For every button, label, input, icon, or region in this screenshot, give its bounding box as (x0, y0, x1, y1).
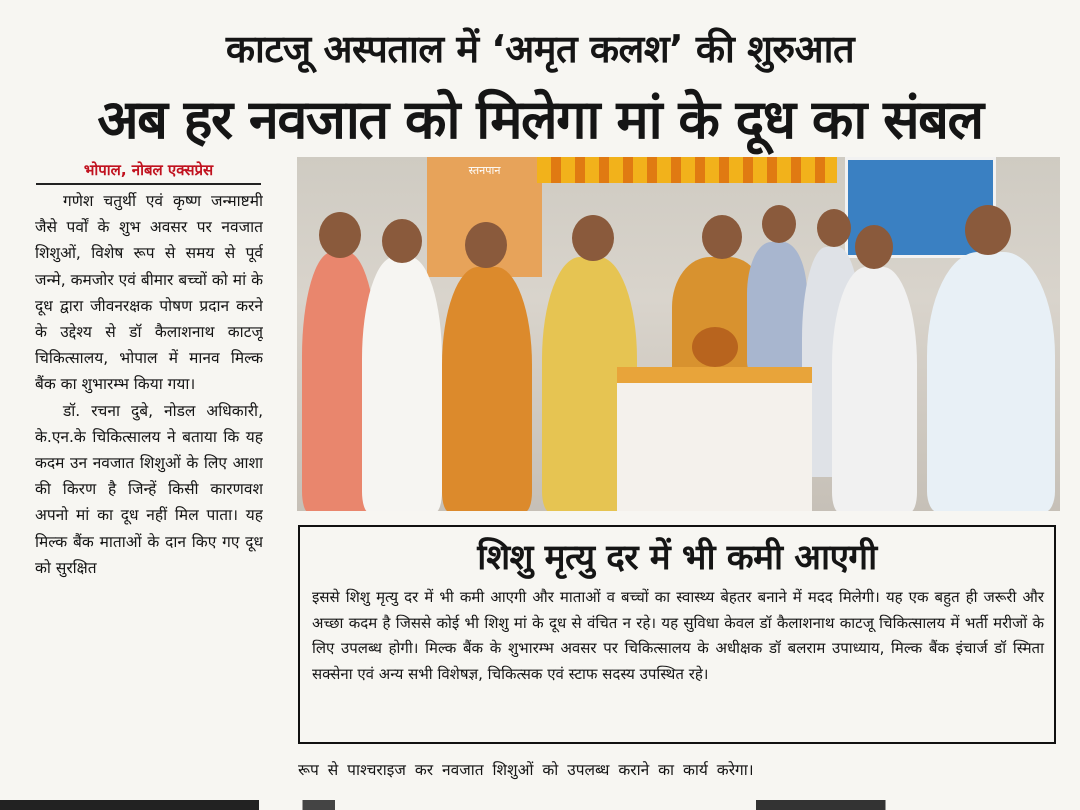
article-headline: अब हर नवजात को मिलेगा मां के दूध का संबल (97, 88, 983, 151)
person-head (382, 219, 422, 263)
ceremony-table (617, 367, 812, 511)
person-head (572, 215, 614, 261)
person-figure (832, 267, 917, 511)
box-text: इससे शिशु मृत्यु दर में भी कमी आएगी और माताओं व बच्चों का स्वास्थ्य बेहतर बनाने में मदद मिलेगी। यह एक बहुत ही जरूरी और अच्छा कदम है जिससे कोई भी शिशु मां के दूध से वंचित न रहे। यह सुविधा केवल डॉ कैलाशनाथ काटजू चिकित्सालय में भर्ती मरीजों के लिए उपलब्ध होगी। मिल्क बैंक के शुभारम्भ अवसर पर चिकित्सालय के अधीक्षक डॉ बलराम उपाध्याय, मिल्क बैंक इंचार्ज डॉ स्मिता सक्सेना एवं अन्य सभी विशेषज्ञ, चिकित्सक एवं स्टाफ सदस्य उपस्थित रहे। (312, 588, 1044, 683)
article-dateline: भोपाल, नोबल एक्सप्रेस (36, 160, 261, 185)
subheading-box (298, 525, 1056, 744)
person-figure (362, 257, 442, 511)
person-head (965, 205, 1011, 255)
poster-label: स्तनपान (468, 164, 501, 177)
person-head (702, 215, 742, 259)
person-head (817, 209, 851, 247)
amrit-kalash-pot (692, 327, 738, 367)
article-body-left (35, 188, 263, 783)
box-heading: शिशु मृत्यु दर में भी कमी आएगी (477, 538, 877, 578)
article-kicker: काटजू अस्पताल में ‘अमृत कलश’ की शुरुआत (225, 27, 855, 71)
body-paragraph-2: डॉ. रचना दुबे, नोडल अधिकारी, के.एन.के चिकित्सालय ने बताया कि यह कदम उन नवजात शिशुओं के लिए आशा की किरण है जिन्हें किसी कारणवश अपनो मां का दूध नहीं मिल पाता। यह मिल्क बैंक माताओं के दान किए गए दूध को सुरक्षित (35, 401, 263, 577)
next-article-edge (0, 800, 1080, 810)
person-figure (927, 252, 1055, 511)
body-paragraph-1: गणेश चतुर्थी एवं कृष्ण जन्माष्टमी जैसे पर्वों के शुभ अवसर पर नवजात शिशुओं, विशेष रूप से समय से पूर्व जन्मे, कमजोर एवं बीमार बच्चों को मां के दूध द्वारा जीवनरक्षक पोषण प्रदान करने के उद्देश्य से डॉ कैलाशनाथ काटजू चिकित्सालय, भोपाल में मानव मिल्क बैंक का शुभारम्भ किया गया। (35, 192, 263, 394)
person-head (465, 222, 507, 268)
person-head (319, 212, 361, 258)
flower-garland (537, 157, 837, 183)
person-head (855, 225, 893, 269)
person-figure (442, 267, 532, 511)
article-continuation: रूप से पाश्चराइज कर नवजात शिशुओं को उपलब्ध कराने का कार्य करेगा। (298, 761, 754, 779)
person-head (762, 205, 796, 243)
event-photo (297, 157, 1060, 511)
person-figure (747, 242, 807, 372)
